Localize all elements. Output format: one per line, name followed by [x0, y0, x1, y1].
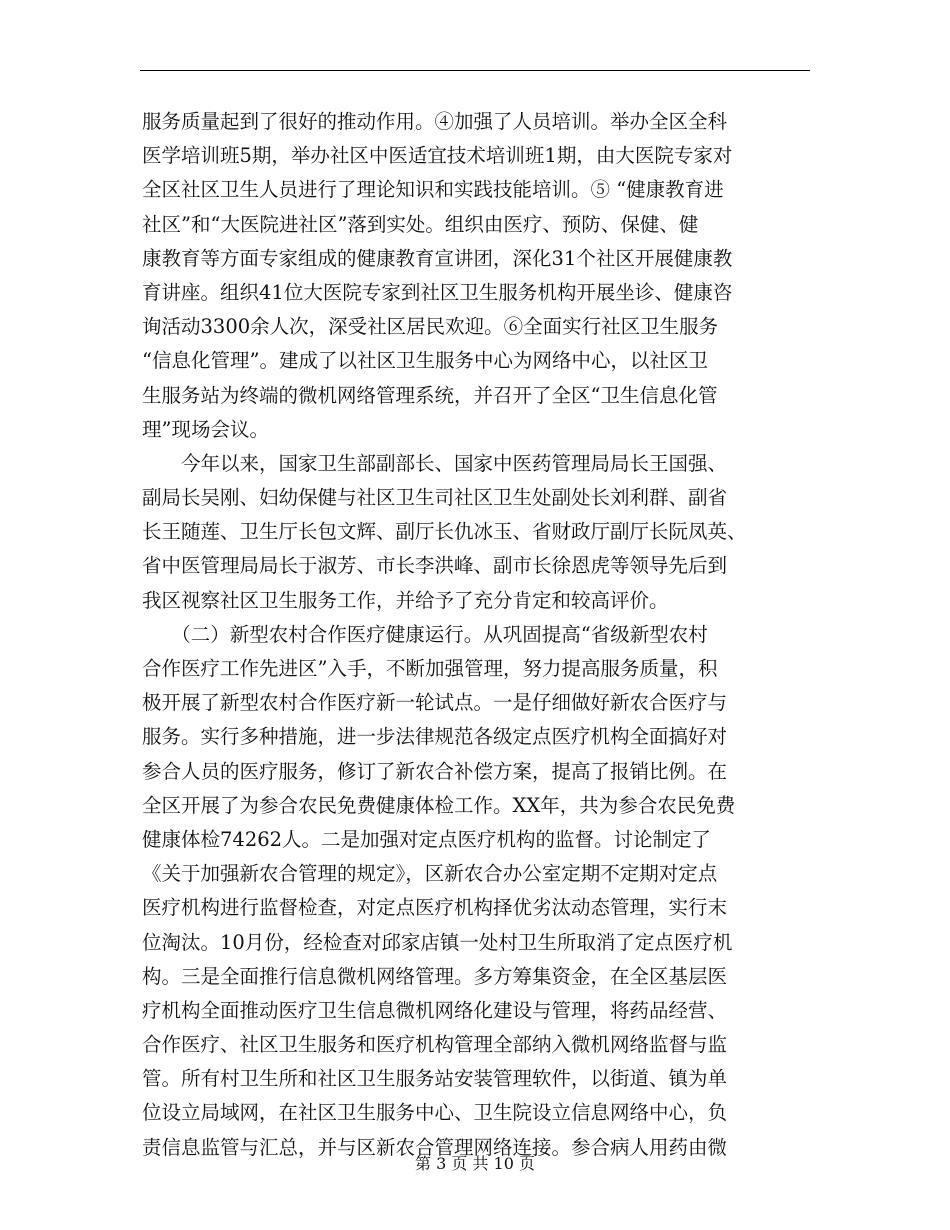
text-line: 合作医疗工作先进区”入手，不断加强管理，努力提高服务质量，积	[142, 657, 718, 680]
text-line: 医学培训班5期，举办社区中医适宜技术培训班1期，由大医院专家对	[142, 144, 733, 168]
text-line: 全区社区卫生人员进行了理论知识和实践技能培训。⑤ “健康教育进	[142, 178, 724, 202]
text-line: 长王随莲、卫生厅长包文辉、副厅长仇冰玉、省财政厅副厅长阮凤英、	[142, 520, 747, 544]
text-line: 全区开展了为参合农民免费健康体检工作。XX年，共为参合农民免费	[142, 793, 736, 817]
text-line: 理”现场会议。	[142, 417, 269, 441]
text-line: 位设立局域网，在社区卫生服务中心、卫生院设立信息网络中心，负	[142, 1101, 728, 1125]
text-line: “信息化管理”。建成了以社区卫生服务中心为网络中心，以社区卫	[142, 349, 708, 373]
text-line: 副局长吴刚、妇幼保健与社区卫生司社区卫生处副处长刘利群、副省	[142, 486, 728, 510]
page-number: 第 3 页 共 10 页	[415, 1154, 535, 1173]
text-line: 参合人员的医疗服务，修订了新农合补偿方案，提高了报销比例。在	[142, 759, 728, 783]
text-line: 责信息监管与汇总，并与区新农合管理网络连接。参合病人用药由微	[142, 1135, 728, 1159]
header-rule	[140, 70, 810, 71]
text-line: 健康体检74262人。二是加强对定点医疗机构的监督。讨论制定了	[142, 827, 712, 851]
text-line: 合作医疗、社区卫生服务和医疗机构管理全部纳入微机网络监督与监	[142, 1033, 728, 1057]
text-line: 极开展了新型农村合作医疗新一轮试点。一是仔细做好新农合医疗与	[142, 691, 728, 715]
text-line: 《关于加强新农合管理的规定》，区新农合办公室定期不定期对定点	[142, 862, 718, 886]
text-line: 构。三是全面推行信息微机网络管理。多方筹集资金，在全区基层医	[142, 964, 728, 988]
document-body	[142, 105, 812, 1165]
text-line: 育讲座。组织41位大医院专家到社区卫生服务机构开展坐诊、健康咨	[142, 280, 733, 304]
text-line: （二）新型农村合作医疗健康运行。从巩固提高“省级新型农村	[142, 622, 708, 646]
text-line: 今年以来，国家卫生部副部长、国家中医药管理局局长王国强、	[142, 451, 728, 475]
text-line: 位淘汰。10月份，经检查对邱家店镇一处村卫生所取消了定点医疗机	[142, 930, 733, 954]
text-line: 省中医管理局局长于淑芳、市长李洪峰、副市长徐恩虎等领导先后到	[142, 554, 728, 578]
text-line: 生服务站为终端的微机网络管理系统，并召开了全区“卫生信息化管	[142, 383, 718, 407]
text-line: 康教育等方面专家组成的健康教育宣讲团，深化31个社区开展健康教	[142, 246, 733, 270]
text-line: 询活动3300余人次，深受社区居民欢迎。⑥全面实行社区卫生服务	[142, 315, 719, 339]
text-line: 疗机构全面推动医疗卫生信息微机网络化建设与管理，将药品经营、	[142, 998, 728, 1022]
text-line: 社区”和“大医院进社区”落到实处。组织由医疗、预防、保健、健	[142, 212, 699, 236]
text-line: 服务质量起到了很好的推动作用。④加强了人员培训。举办全区全科	[142, 110, 728, 133]
text-line: 医疗机构进行监督检查，对定点医疗机构择优劣汰动态管理，实行末	[142, 896, 728, 920]
text-line: 我区视察社区卫生服务工作，并给予了充分肯定和较高评价。	[142, 588, 669, 612]
text-line: 服务。实行多种措施，进一步法律规范各级定点医疗机构全面搞好对	[142, 725, 728, 749]
text-line: 管。所有村卫生所和社区卫生服务站安装管理软件，以街道、镇为单	[142, 1067, 728, 1091]
